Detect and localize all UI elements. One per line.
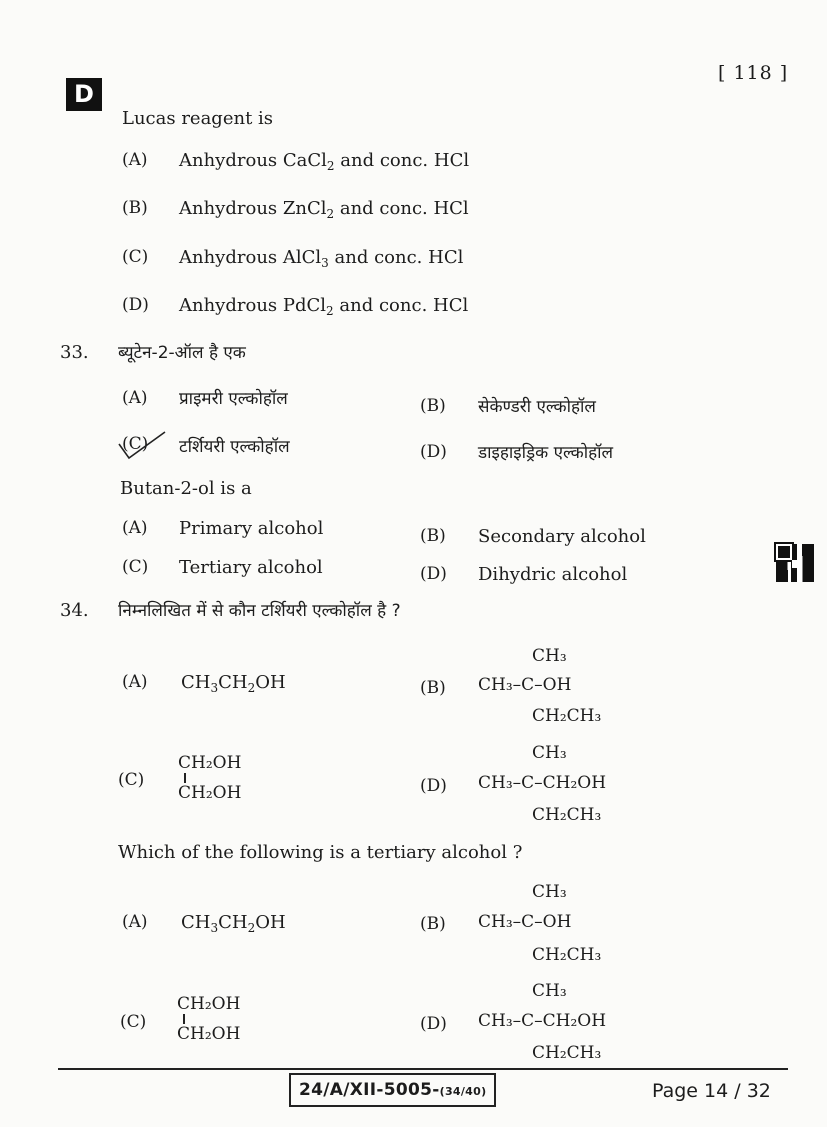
q34-en-option-d-letter: (D) bbox=[420, 1014, 447, 1034]
q34-stem-hindi: निम्नलिखित में से कौन टर्शियरी एल्कोहॉल है ? bbox=[118, 601, 401, 621]
q34-en-option-a-formula: $CH_3CH_2OH$ bbox=[181, 912, 286, 935]
q33-en-option-a-letter: (A) bbox=[122, 518, 148, 538]
q33-en-option-a: Primary alcohol bbox=[179, 518, 324, 539]
q34-hi-option-a-formula: $CH_3CH_2OH$ bbox=[181, 672, 286, 695]
q33-hi-option-c-letter: (C) bbox=[122, 434, 149, 454]
q34-hi-option-a-letter: (A) bbox=[122, 672, 148, 692]
bond-line bbox=[183, 1014, 185, 1024]
q34-en-option-c-letter: (C) bbox=[120, 1012, 147, 1032]
q34-hi-option-d-letter: (D) bbox=[420, 776, 447, 796]
q32-option-d: Anhydrous PdCl$_2$ and conc. HCl bbox=[179, 295, 469, 318]
q33-en-option-c: Tertiary alcohol bbox=[179, 557, 323, 578]
q32-option-b-letter: (B) bbox=[122, 198, 148, 218]
q34-hi-option-b-letter: (B) bbox=[420, 678, 446, 698]
paper-code-box bbox=[289, 1073, 496, 1107]
q32-option-a-letter: (A) bbox=[122, 150, 148, 170]
q32-option-d-letter: (D) bbox=[122, 295, 149, 315]
q34-number: 34. bbox=[60, 600, 89, 621]
q33-hi-option-a: प्राइमरी एल्कोहॉल bbox=[179, 389, 288, 409]
paper-code-sheet: (34/40) bbox=[439, 1085, 487, 1098]
q33-hi-option-b: सेकेण्डरी एल्कोहॉल bbox=[478, 397, 596, 417]
q33-hi-option-d: डाइहाइड्रिक एल्कोहॉल bbox=[478, 443, 614, 463]
q33-hi-option-a-letter: (A) bbox=[122, 388, 148, 408]
handwritten-tick-mark bbox=[117, 430, 167, 460]
footer-divider bbox=[58, 1068, 788, 1070]
q33-en-option-b-letter: (B) bbox=[420, 526, 446, 546]
q34-stem-english: Which of the following is a tertiary alcohol ? bbox=[118, 842, 523, 863]
q33-en-option-d-letter: (D) bbox=[420, 564, 447, 584]
q33-en-option-d: Dihydric alcohol bbox=[478, 564, 628, 585]
qr-code-image bbox=[776, 544, 814, 582]
page-number: Page 14 / 32 bbox=[652, 1080, 771, 1102]
q33-hi-option-b-letter: (B) bbox=[420, 396, 446, 416]
q34-hi-option-c-letter: (C) bbox=[118, 770, 145, 790]
q33-en-option-c-letter: (C) bbox=[122, 557, 149, 577]
page-marker: [ 118 ] bbox=[718, 62, 789, 84]
q33-en-option-b: Secondary alcohol bbox=[478, 526, 646, 547]
q33-stem-hindi: ब्यूटेन-2-ऑल है एक bbox=[118, 343, 246, 363]
q33-stem-english: Butan-2-ol is a bbox=[120, 478, 252, 499]
bond-line bbox=[184, 773, 186, 783]
q34-en-option-b-letter: (B) bbox=[420, 914, 446, 934]
q33-hi-option-c: टर्शियरी एल्कोहॉल bbox=[179, 437, 290, 457]
q32-stem: Lucas reagent is bbox=[122, 108, 274, 129]
q33-hi-option-d-letter: (D) bbox=[420, 442, 447, 462]
q34-en-option-a-letter: (A) bbox=[122, 912, 148, 932]
paper-code: 24/A/XII-5005- bbox=[299, 1080, 440, 1100]
q33-number: 33. bbox=[60, 342, 89, 363]
q32-option-b: Anhydrous ZnCl$_2$ and conc. HCl bbox=[179, 198, 469, 221]
section-badge: D bbox=[66, 78, 102, 111]
q32-option-a: Anhydrous CaCl$_2$ and conc. HCl bbox=[179, 150, 470, 173]
q32-option-c-letter: (C) bbox=[122, 247, 149, 267]
q32-option-c: Anhydrous AlCl$_3$ and conc. HCl bbox=[179, 247, 464, 270]
